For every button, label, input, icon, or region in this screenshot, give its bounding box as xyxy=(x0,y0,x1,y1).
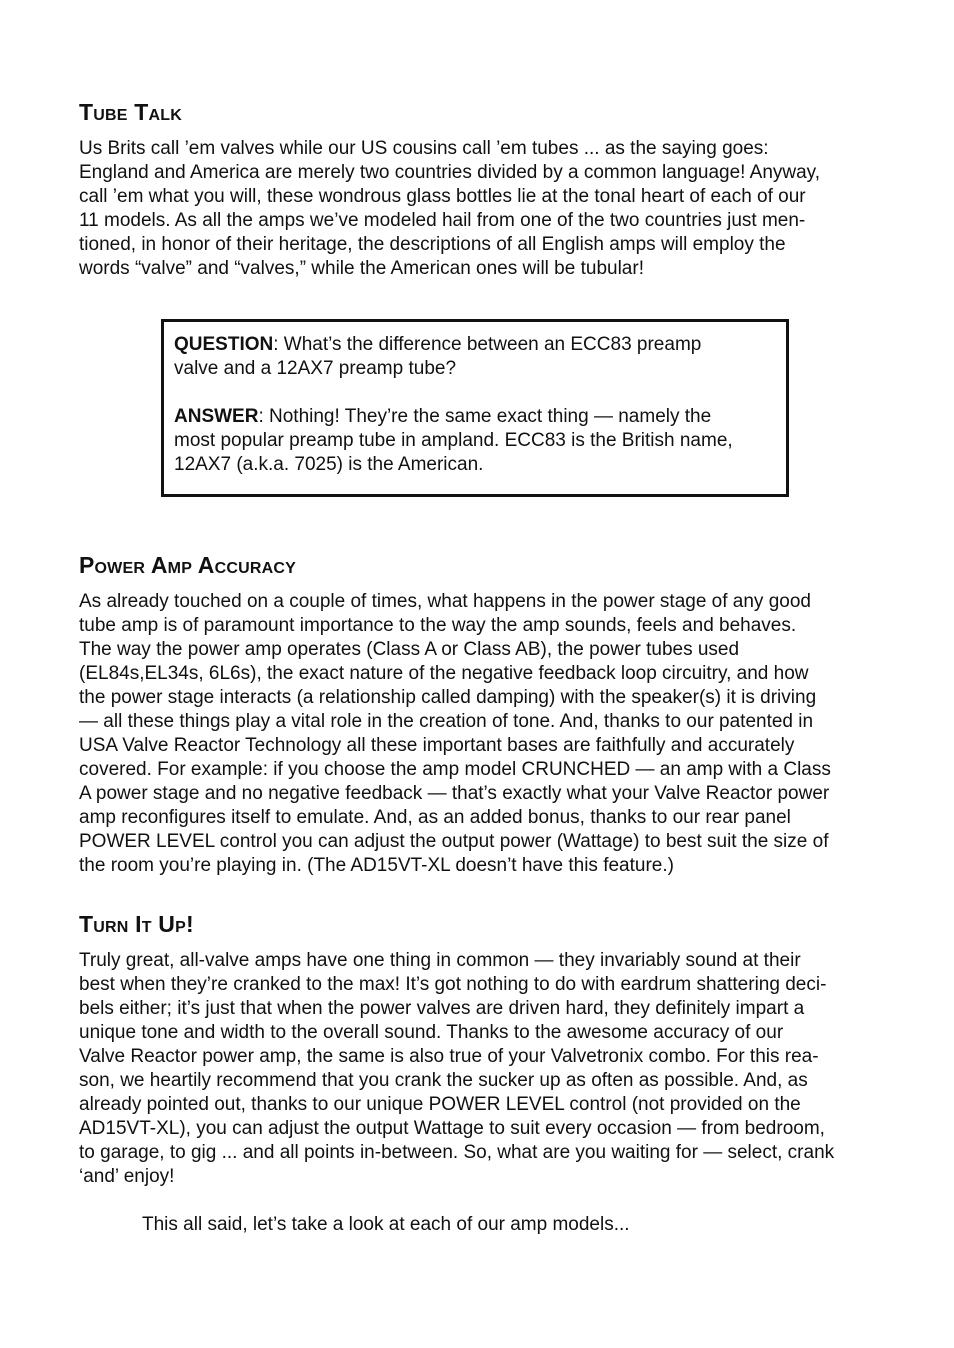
paragraph-power-amp xyxy=(79,590,877,878)
text-line: Truly great, all-valve amps have one thing in common — they invariably sound at their xyxy=(79,950,801,971)
heading-turn-it-up: Turn It Up! xyxy=(79,911,194,937)
paragraph-tube-talk xyxy=(79,137,877,281)
text-line: son, we heartily recommend that you crank the sucker up as often as possible. And, as xyxy=(79,1070,808,1091)
text-line: already pointed out, thanks to our unique POWER LEVEL control (not provided on the xyxy=(79,1094,801,1115)
question-label: QUESTION xyxy=(174,334,274,355)
text-line xyxy=(174,405,784,429)
callout-question xyxy=(174,333,784,381)
text-line: tioned, in honor of their heritage, the descriptions of all English amps will employ the xyxy=(79,234,786,255)
text-line: words “valve” and “valves,” while the American ones will be tubular! xyxy=(79,258,644,279)
paragraph-turn-it-up xyxy=(79,949,877,1189)
text-line: covered. For example: if you choose the amp model CRUNCHED — an amp with a Class xyxy=(79,759,831,780)
text-line: 11 models. As all the amps we’ve modeled hail from one of the two countries just men- xyxy=(79,210,806,231)
text-line: Us Brits call ’em valves while our US cousins call ’em tubes ... as the saying goes: xyxy=(79,138,769,159)
closing-sentence xyxy=(142,1213,940,1237)
answer-label: ANSWER xyxy=(174,406,259,427)
heading-tube-talk: Tube Talk xyxy=(79,99,182,125)
text-line: A power stage and no negative feedback — that’s exactly what your Valve Reactor power xyxy=(79,783,830,804)
text-line: valve and a 12AX7 preamp tube? xyxy=(174,358,457,379)
text-line: The way the power amp operates (Class A or Class AB), the power tubes used xyxy=(79,639,740,660)
qa-callout-box xyxy=(161,319,789,497)
text-line: unique tone and width to the overall sound. Thanks to the awesome accuracy of our xyxy=(79,1022,784,1043)
heading-power-amp-accuracy: Power Amp Accuracy xyxy=(79,552,297,578)
text-line: POWER LEVEL control you can adjust the output power (Wattage) to best suit the size of xyxy=(79,831,829,852)
text-line xyxy=(174,333,784,357)
text-line: England and America are merely two countries divided by a common language! Anyway, xyxy=(79,162,821,183)
answer-text: : Nothing! They’re the same exact thing — namely the xyxy=(258,406,712,427)
question-text: : What’s the difference between an ECC83 preamp xyxy=(273,334,702,355)
text-line: tube amp is of paramount importance to the way the amp sounds, feels and behaves. xyxy=(79,615,797,636)
text-line: amp reconfigures itself to emulate. And, as an added bonus, thanks to our rear panel xyxy=(79,807,791,828)
text-line: bels either; it’s just that when the power valves are driven hard, they definitely impart a xyxy=(79,998,805,1019)
text-line: As already touched on a couple of times, what happens in the power stage of any good xyxy=(79,591,811,612)
text-line: — all these things play a vital role in the creation of tone. And, thanks to our patented in xyxy=(79,711,814,732)
text-line: (EL84s,EL34s, 6L6s), the exact nature of the negative feedback loop circuitry, and how xyxy=(79,663,809,684)
text-line: USA Valve Reactor Technology all these important bases are faithfully and accurately xyxy=(79,735,795,756)
text-line: ‘and’ enjoy! xyxy=(79,1166,175,1187)
text-line: the room you’re playing in. (The AD15VT-XL doesn’t have this feature.) xyxy=(79,855,674,876)
text-line: best when they’re cranked to the max! It’s got nothing to do with eardrum shattering deci- xyxy=(79,974,827,995)
text-line: most popular preamp tube in ampland. ECC83 is the British name, xyxy=(174,430,733,451)
text-line: AD15VT-XL), you can adjust the output Wattage to suit every occasion — from bedroom, xyxy=(79,1118,825,1139)
text-line: the power stage interacts (a relationship called damping) with the speaker(s) it is driving xyxy=(79,687,817,708)
text-line: 12AX7 (a.k.a. 7025) is the American. xyxy=(174,454,484,475)
text-line: call ’em what you will, these wondrous glass bottles lie at the tonal heart of each of our xyxy=(79,186,806,207)
text-line: This all said, let’s take a look at each of our amp models... xyxy=(142,1214,630,1235)
text-line: to garage, to gig ... and all points in-between. So, what are you waiting for — select, crank xyxy=(79,1142,835,1163)
text-line: Valve Reactor power amp, the same is also true of your Valvetronix combo. For this rea- xyxy=(79,1046,819,1067)
callout-answer xyxy=(174,405,784,477)
